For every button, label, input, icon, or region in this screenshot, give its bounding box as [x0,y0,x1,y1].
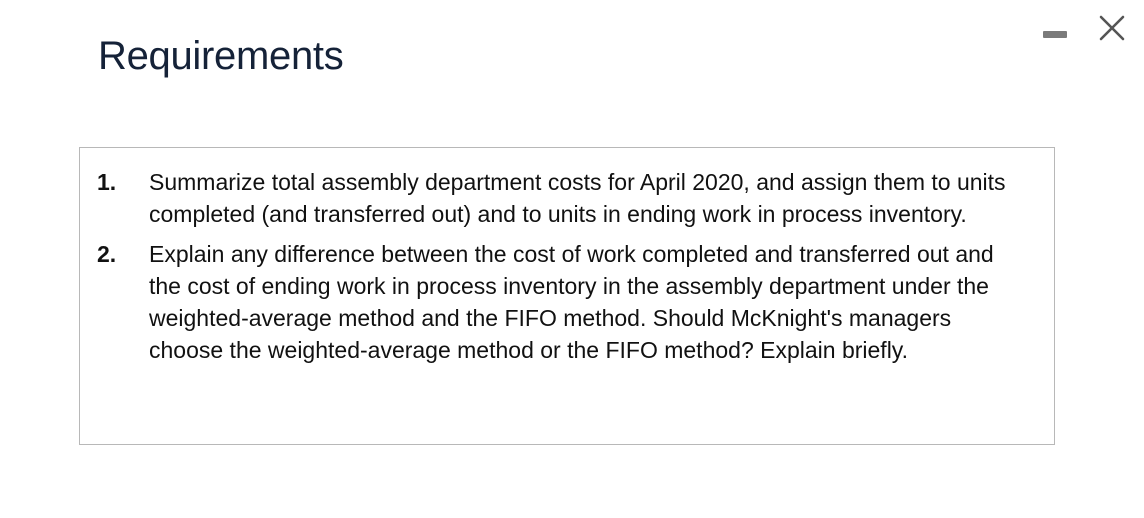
requirement-item-2 [97,238,1034,366]
requirement-item-1 [97,166,1034,230]
requirement-number: 2. [97,241,117,267]
requirements-list [80,148,1054,366]
close-icon[interactable] [1098,14,1126,42]
requirements-panel [79,147,1055,445]
minimize-icon [1043,31,1067,38]
requirement-text: Explain any difference between the cost of work completed and transferred out and the cost of ending work in process inventory in the assembly department under the weighted-average method and the FIFO method. Should McKnight's managers choose the weighted-average method or the FIFO method? Explain briefly. [149,241,994,363]
dialog-title: Requirements [98,34,344,78]
requirement-text: Summarize total assembly department costs for April 2020, and assign them to units completed (and transferred out) and to units in ending work in process inventory. [149,169,1006,227]
window-controls [1042,14,1126,42]
minimize-button[interactable] [1042,15,1068,41]
requirement-number: 1. [97,169,117,195]
